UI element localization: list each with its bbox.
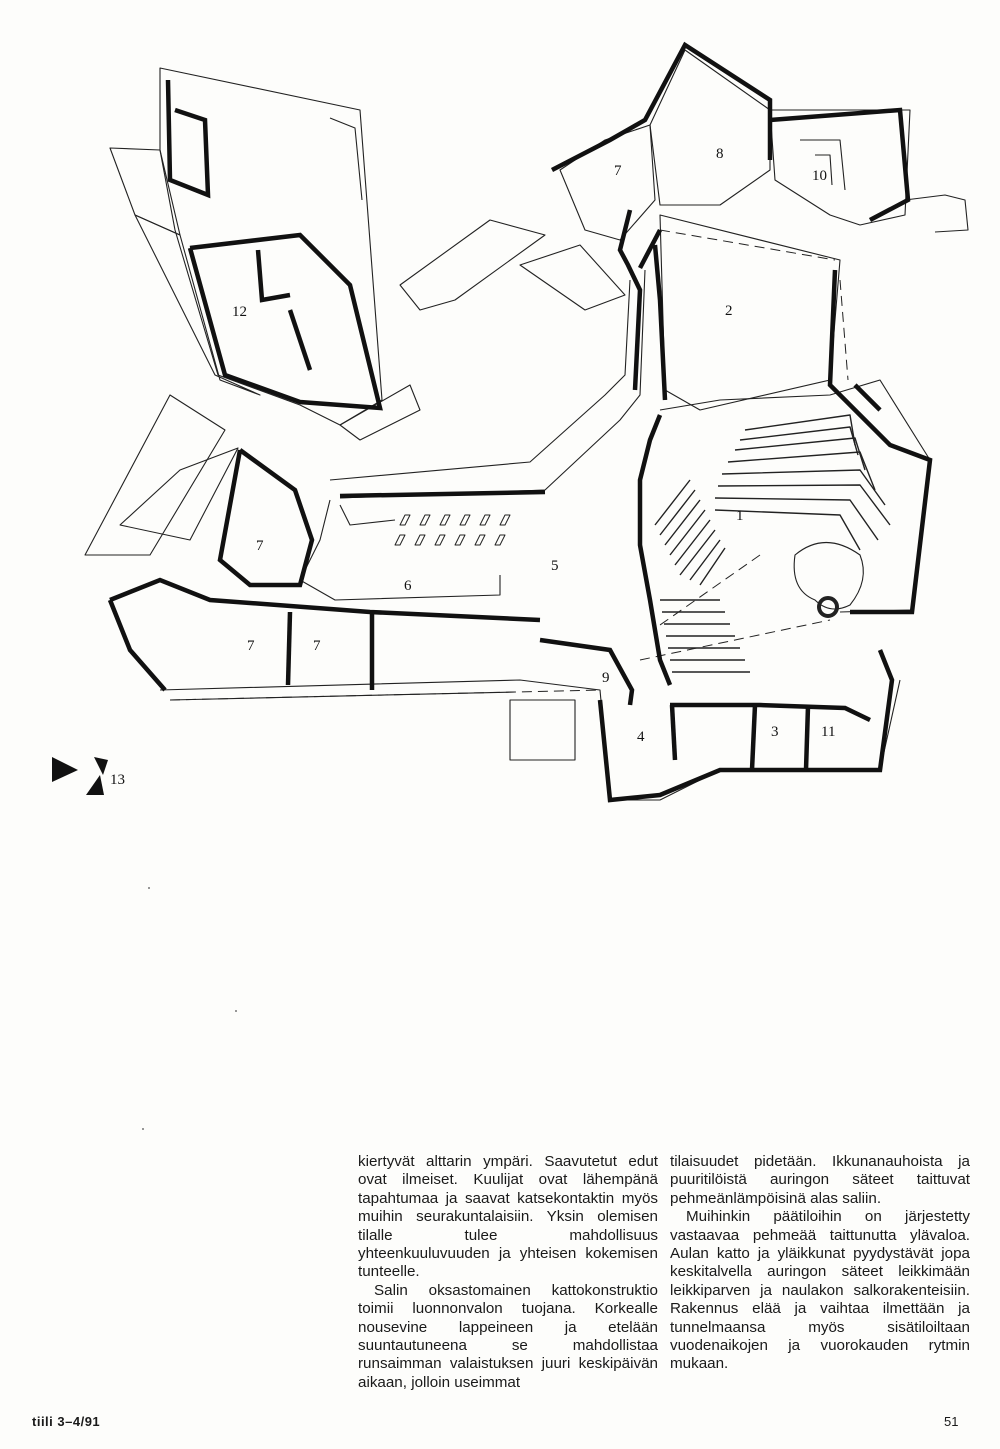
speck [235, 1010, 237, 1012]
room-number-7: 7 [247, 638, 255, 654]
roof-plane [520, 245, 625, 310]
roof-plane [400, 220, 545, 310]
room-number-7: 7 [614, 163, 622, 179]
wall [220, 450, 312, 585]
room-number-7: 7 [313, 638, 321, 654]
magazine-issue: tiili 3–4/91 [32, 1414, 101, 1429]
article-paragraph: Muihinkin päätiloihin on järjestetty vastaavaa pehmeää taittunutta ylävaloa. Aulan katto ja yläikkunat pyydystävät jopa keskitalvella auringon säteet leikkimään leikkiparven ja naulakon salkorakenteisiin. Rakennus elää ja vaihtaa ilmettään ja tunnelmaansa myös sisätiloiltaan vuodenaikojen ja vuorokauden rytmin mukaan. [670, 1208, 970, 1373]
speck [142, 1128, 144, 1130]
roof-plane [120, 448, 238, 540]
wall [168, 80, 208, 195]
article-paragraph: tilaisuudet pidetään. Ikkunanauhoista ja puuritilöistä auringon säteet taittuvat pehmeänlämpöisinä alas saliin. [670, 1153, 970, 1207]
room-number-2: 2 [725, 303, 733, 319]
room-number-10: 10 [812, 168, 827, 184]
room-number-5: 5 [551, 558, 559, 574]
room-number-4: 4 [637, 729, 645, 745]
hall-2 [660, 215, 840, 410]
room-number-1: 1 [736, 508, 744, 524]
room-number-12: 12 [232, 304, 247, 320]
article-paragraph: kiertyvät alttarin ympäri. Saavutetut edut ovat ilmeiset. Kuulijat ovat lähempänä tapahtumaa ja saavat katsekontaktin myös muihin seurakuntalaisiin. Yksin olemisen tilalle tulee mahdollisuus yhteenkuuluvuuden ja yhteisen kokemisen tunteelle. [358, 1153, 658, 1281]
page-number: 51 [944, 1414, 959, 1429]
wall [830, 270, 930, 612]
north-arrow-icon [52, 757, 108, 795]
north-arrow-label: 13 [110, 772, 125, 788]
article-column-left [358, 1153, 658, 1392]
roof-plane [85, 395, 225, 555]
article-column-right [670, 1153, 970, 1374]
room-number-11: 11 [821, 724, 836, 740]
room-number-3: 3 [771, 724, 779, 740]
room-number-8: 8 [716, 146, 724, 162]
wall [190, 235, 380, 408]
room-number-9: 9 [602, 670, 610, 686]
room-number-6: 6 [404, 578, 412, 594]
room-number-7: 7 [256, 538, 264, 554]
speck [148, 887, 150, 889]
article-paragraph: Salin oksastomainen kattokonstruktio toimii luonnonvalon tuojana. Korkealle nousevine lappeineen ja etelään suuntautuneena se mahdollistaa runsaimman valaistuksen juuri keskipäivän aikaan, jolloin useimmat [358, 1281, 658, 1391]
